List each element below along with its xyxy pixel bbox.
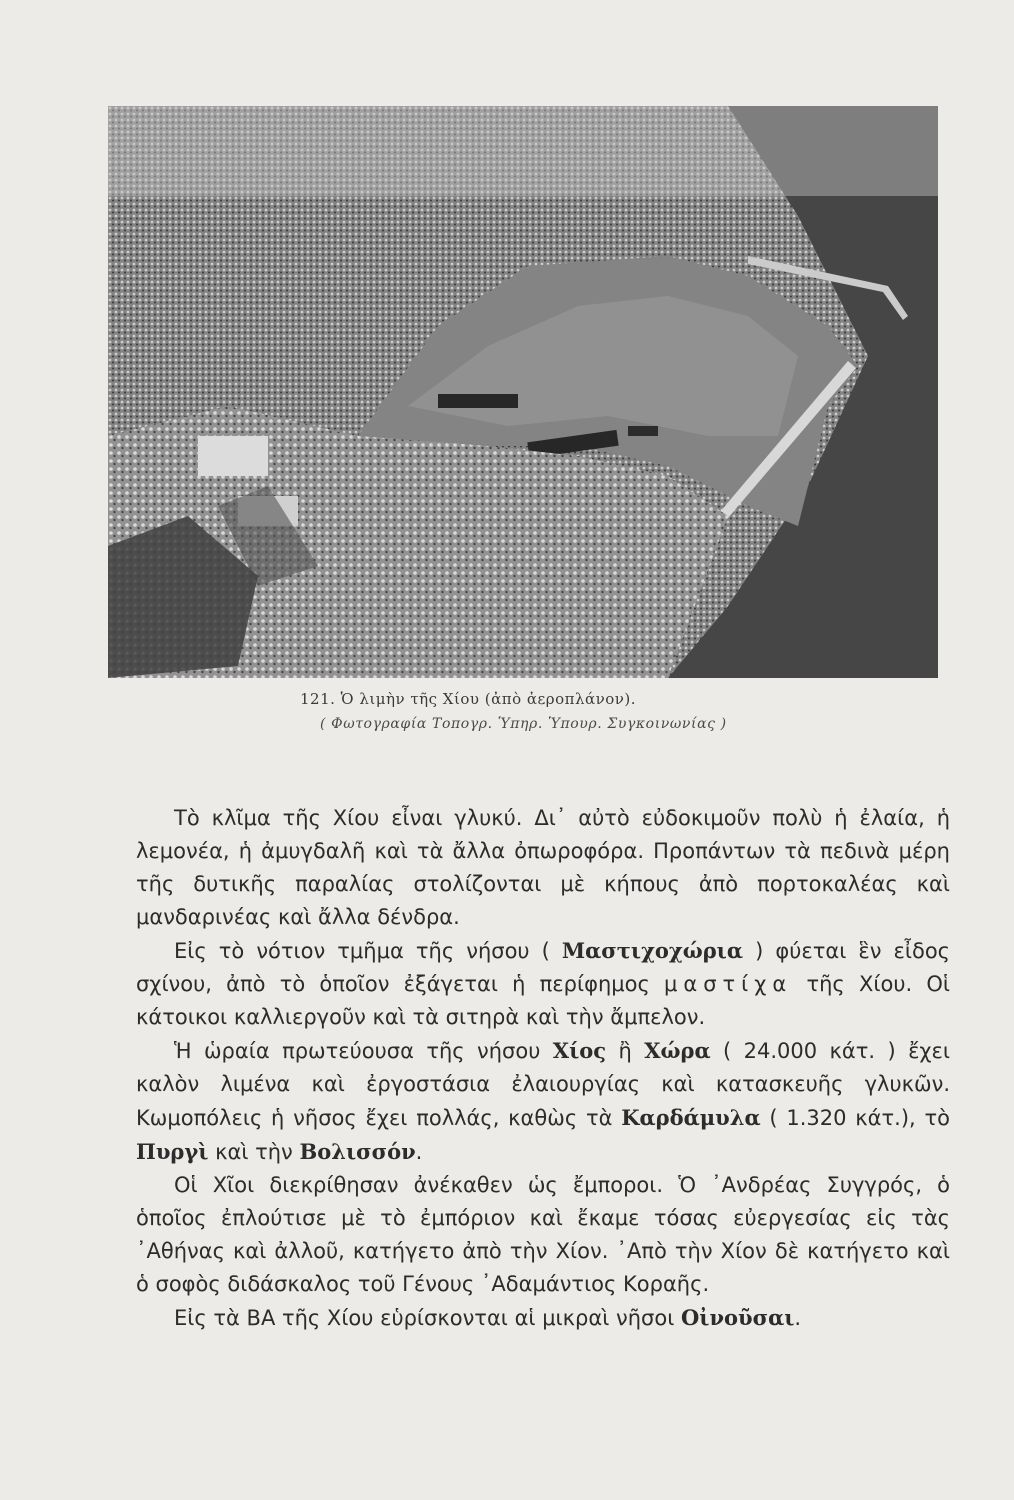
text-run: ἢ [618,1039,632,1063]
text-run: ( 24.000 κάτ. ) ἔχει καλὸν λιμένα καὶ ἐργοστάσια ἐλαιουργίας καὶ κατασκευῆς γλυκῶν. Κωμοπόλεις ἡ νῆσος ἔχει πολλάς, καθὼς τὰ [136,1039,951,1130]
figure-credit: ( Φωτογραφία Τοπογρ. Ὑπηρ. Ὑπουρ. Συγκοινωνίας ) [320,716,727,732]
term-oinousses: Οἰνοῦσαι [681,1305,795,1330]
term-pyrgi: Πυργὶ [136,1139,209,1164]
text-run: ) φύεται ἓν εἶδος σχίνου, ἀπὸ τὸ ὁποῖον ἐξάγεται ἡ περίφημος [136,939,950,996]
term-kardamyla: Καρδάμυλα [621,1105,761,1130]
text-run: ( 1.320 κάτ.), τὸ [769,1106,950,1130]
text-run: Εἰς τὸ νότιον τμῆμα τῆς νήσου ( [174,939,550,963]
text-run: Εἰς τὰ ΒΑ τῆς Χίου εὑρίσκονται αἱ μικραὶ νῆσοι [174,1306,675,1330]
body-text [136,802,950,1335]
text-run: . [415,1140,423,1164]
text-run: τῆς Χίου. Οἱ κάτοικοι καλλιεργοῦν καὶ τὰ σιτηρὰ καὶ τὴν ἄμπελον. [136,972,950,1029]
text-run: . [794,1306,802,1330]
paragraph-capital [136,1034,950,1169]
aerial-photo-chios-harbor [108,106,938,678]
term-volissos: Βολισσόν [299,1139,416,1164]
harbor-photo-graphic [108,106,938,678]
text-run: καὶ τὴν [215,1140,293,1164]
term-chora: Χώρα [644,1038,711,1063]
term-chios: Χίος [552,1038,607,1063]
paragraph-climate: Τὸ κλῖμα τῆς Χίου εἶναι γλυκύ. Δι᾿ αὐτὸ εὐδοκιμοῦν πολὺ ἡ ἐλαία, ἡ λεμονέα, ἡ ἀμυγδαλῆ καὶ τὰ ἄλλα ὀπωροφόρα. Προπάντων τὰ πεδινὰ μέρη τῆς δυτικῆς παραλίας στολίζονται μὲ κήπους ἀπὸ πορτοκαλέας καὶ μανδαρινέας καὶ ἄλλα δένδρα. [136,806,950,929]
paragraph-merchants: Οἱ Χῖοι διεκρίθησαν ἀνέκαθεν ὡς ἔμποροι. Ὁ ᾿Ανδρέας Συγγρός, ὁ ὁποῖος ἐπλούτισε μὲ τὸ ἐμπόριον καὶ ἔκαμε τόσας εὐεργεσίας εἰς τὰς ᾿Αθήνας καὶ ἀλλοῦ, κατήγετο ἀπὸ τὴν Χίον. ᾿Απὸ τὴν Χίον δὲ κατήγετο καὶ ὁ σοφὸς διδάσκαλος τοῦ Γένους ᾿Αδαμάντιος Κοραῆς. [136,1173,950,1296]
text-run: Ἡ ὡραία πρωτεύουσα τῆς νήσου [174,1039,541,1063]
paragraph-mastic [136,934,950,1034]
figure-caption: 121. Ὁ λιμὴν τῆς Χίου (ἀπὸ ἀεροπλάνον). [300,690,637,708]
paragraph-oinousses [136,1301,950,1335]
term-mastiha: μαστίχα [664,972,793,996]
term-mastichochoria: Μαστιχοχώρια [561,938,744,963]
